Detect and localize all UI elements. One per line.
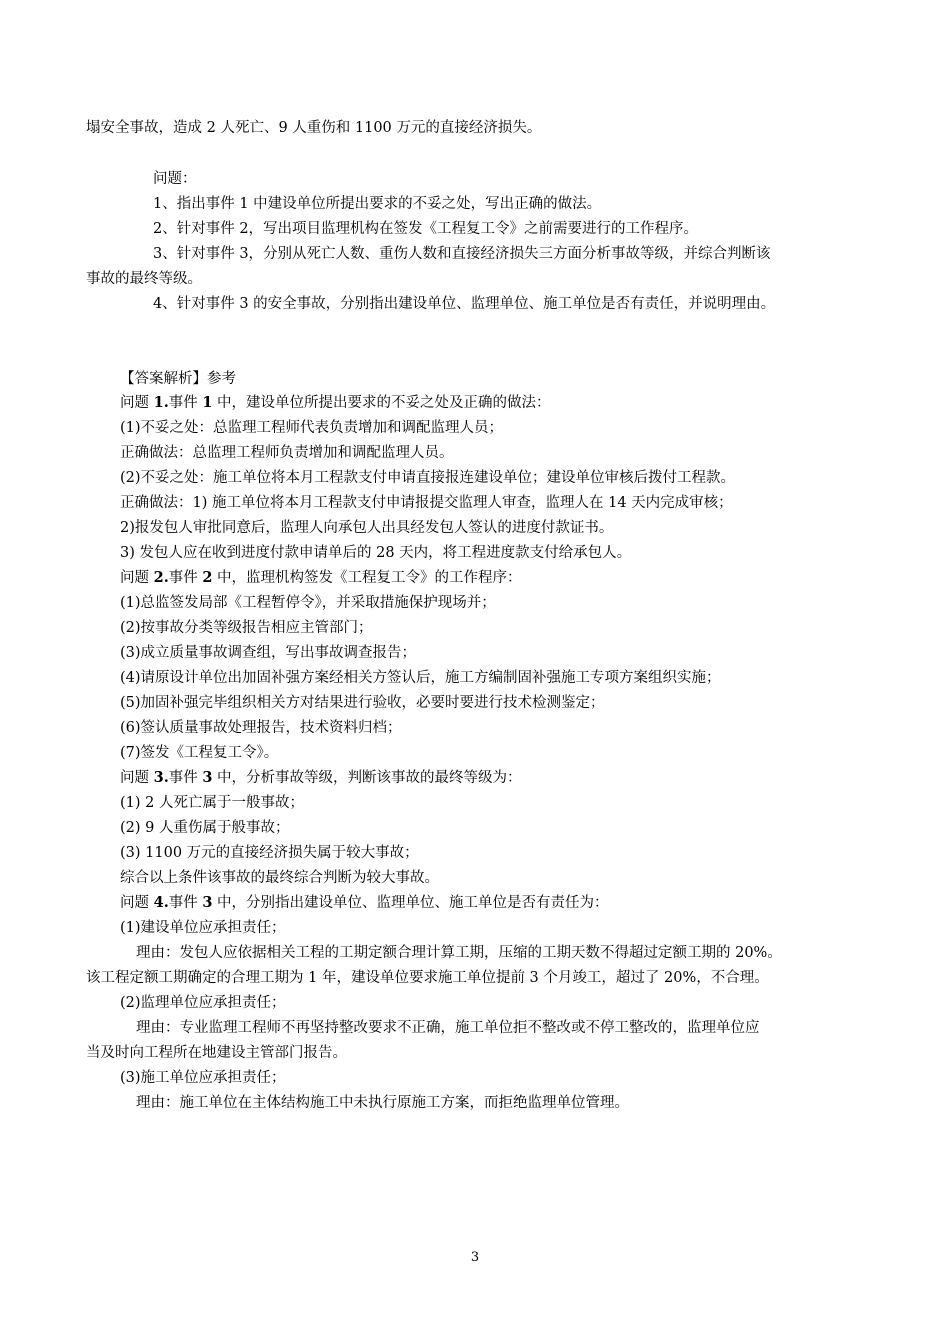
answer-3-title <box>120 769 522 787</box>
answer-line: (3)成立质量事故调查组，写出事故调查报告； <box>120 645 417 661</box>
paragraph-line: 塌安全事故，造成 2 人死亡、9 人重伤和 1100 万元的直接经济损失。 <box>86 120 542 136</box>
question-3-line-2: 事故的最终等级。 <box>86 271 202 287</box>
answer-line: (2)按事故分类等级报告相应主管部门； <box>120 620 373 636</box>
answer-line: 正确做法：1) 施工单位将本月工程款支付申请报提交监理人审查，监理人在 14 天内完成审核； <box>120 495 733 511</box>
title-prefix: 问题 <box>120 770 154 786</box>
answer-line: 理由：专业监理工程师不再坚持整改要求不正确，施工单位拒不整改或不停工整改的，监理单位应 <box>136 1020 760 1036</box>
answer-line: (6)签认质量事故处理报告，技术资料归档； <box>120 720 402 736</box>
answer-line: 3) 发包人应在收到进度付款申请单后的 28 天内，将工程进度款支付给承包人。 <box>120 545 632 561</box>
title-number: 2. <box>153 569 169 586</box>
title-text: 中，建设单位所提出要求的不妥之处及正确的做法： <box>212 395 551 411</box>
answer-line: 理由：发包人应依据相关工程的工期定额合理计算工期，压缩的工期天数不得超过定额工期的 20%。 <box>136 945 782 961</box>
title-event-number: 2 <box>202 569 213 586</box>
title-event-number: 3 <box>202 769 213 786</box>
answer-line: (1) 2 人死亡属于一般事故； <box>120 795 304 811</box>
answer-2-title <box>120 569 522 587</box>
title-event-number: 1 <box>202 394 213 411</box>
title-event: 事件 <box>168 770 203 786</box>
answer-line: (3) 1100 万元的直接经济损失属于较大事故； <box>120 845 419 861</box>
answer-line: 该工程定额工期确定的合理工期为 1 年，建设单位要求施工单位提前 3 个月竣工，超过了 20%，不合理。 <box>86 970 769 986</box>
title-number: 1. <box>153 394 169 411</box>
answer-line: 2)报发包人审批同意后，监理人向承包人出具经发包人签认的进度付款证书。 <box>120 520 614 536</box>
answer-line: (2)不妥之处：施工单位将本月工程款支付申请直接报连建设单位；建设单位审核后拨付工程款。 <box>120 470 736 486</box>
answer-line: (5)加固补强完毕组织相关方对结果进行验收，必要时要进行技术检测鉴定； <box>120 695 605 711</box>
answer-line: 正确做法：总监理工程师负责增加和调配监理人员。 <box>120 445 454 461</box>
title-text: 中，分析事故等级，判断该事故的最终等级为： <box>212 770 522 786</box>
answer-line: 理由：施工单位在主体结构施工中未执行原施工方案，而拒绝监理单位管理。 <box>136 1095 629 1111</box>
page-number: 3 <box>470 1250 480 1265</box>
title-event: 事件 <box>168 895 203 911</box>
answer-line: (4)请原设计单位出加固补强方案经相关方签认后，施工方编制固补强施工专项方案组织实施； <box>120 670 721 686</box>
answer-line: (1)总监签发局部《工程暂停令》，并采取措施保护现场并； <box>120 595 496 611</box>
answer-line: (2) 9 人重伤属于般事故； <box>120 820 290 836</box>
questions-heading: 问题： <box>153 171 197 187</box>
answer-4-title <box>120 894 609 912</box>
answer-line: (3)施工单位应承担责任； <box>120 1070 286 1086</box>
title-text: 中，分别指出建设单位、监理单位、施工单位是否有责任为： <box>212 895 609 911</box>
answer-1-title <box>120 394 551 412</box>
answer-line: 当及时向工程所在地建设主管部门报告。 <box>86 1045 347 1061</box>
answer-line: (1)建设单位应承担责任； <box>120 920 286 936</box>
title-event-number: 3 <box>202 894 213 911</box>
title-number: 3. <box>153 769 169 786</box>
title-prefix: 问题 <box>120 395 154 411</box>
question-1: 1、指出事件 1 中建设单位所提出要求的不妥之处，写出正确的做法。 <box>153 196 602 212</box>
title-text: 中，监理机构签发《工程复工令》的工作程序： <box>212 570 522 586</box>
question-4: 4、针对事件 3 的安全事故，分别指出建设单位、监理单位、施工单位是否有责任，并说明理由。 <box>153 296 776 312</box>
answer-line: (1)不妥之处：总监理工程师代表负责增加和调配监理人员； <box>120 420 504 436</box>
answer-line: (7)签发《工程复工令》。 <box>120 745 279 761</box>
question-3-line-1: 3、针对事件 3，分别从死亡人数、重伤人数和直接经济损失三方面分析事故等级，并综合判断该 <box>153 246 771 262</box>
answer-line: 综合以上条件该事故的最终综合判断为较大事故。 <box>120 870 439 886</box>
answer-line: (2)监理单位应承担责任； <box>120 995 286 1011</box>
title-prefix: 问题 <box>120 570 154 586</box>
answers-heading: 【答案解析】参考 <box>120 371 236 387</box>
title-event: 事件 <box>168 570 203 586</box>
title-event: 事件 <box>168 395 203 411</box>
title-number: 4. <box>153 894 169 911</box>
question-2: 2、针对事件 2，写出项目监理机构在签发《工程复工令》之前需要进行的工作程序。 <box>153 221 699 237</box>
title-prefix: 问题 <box>120 895 154 911</box>
